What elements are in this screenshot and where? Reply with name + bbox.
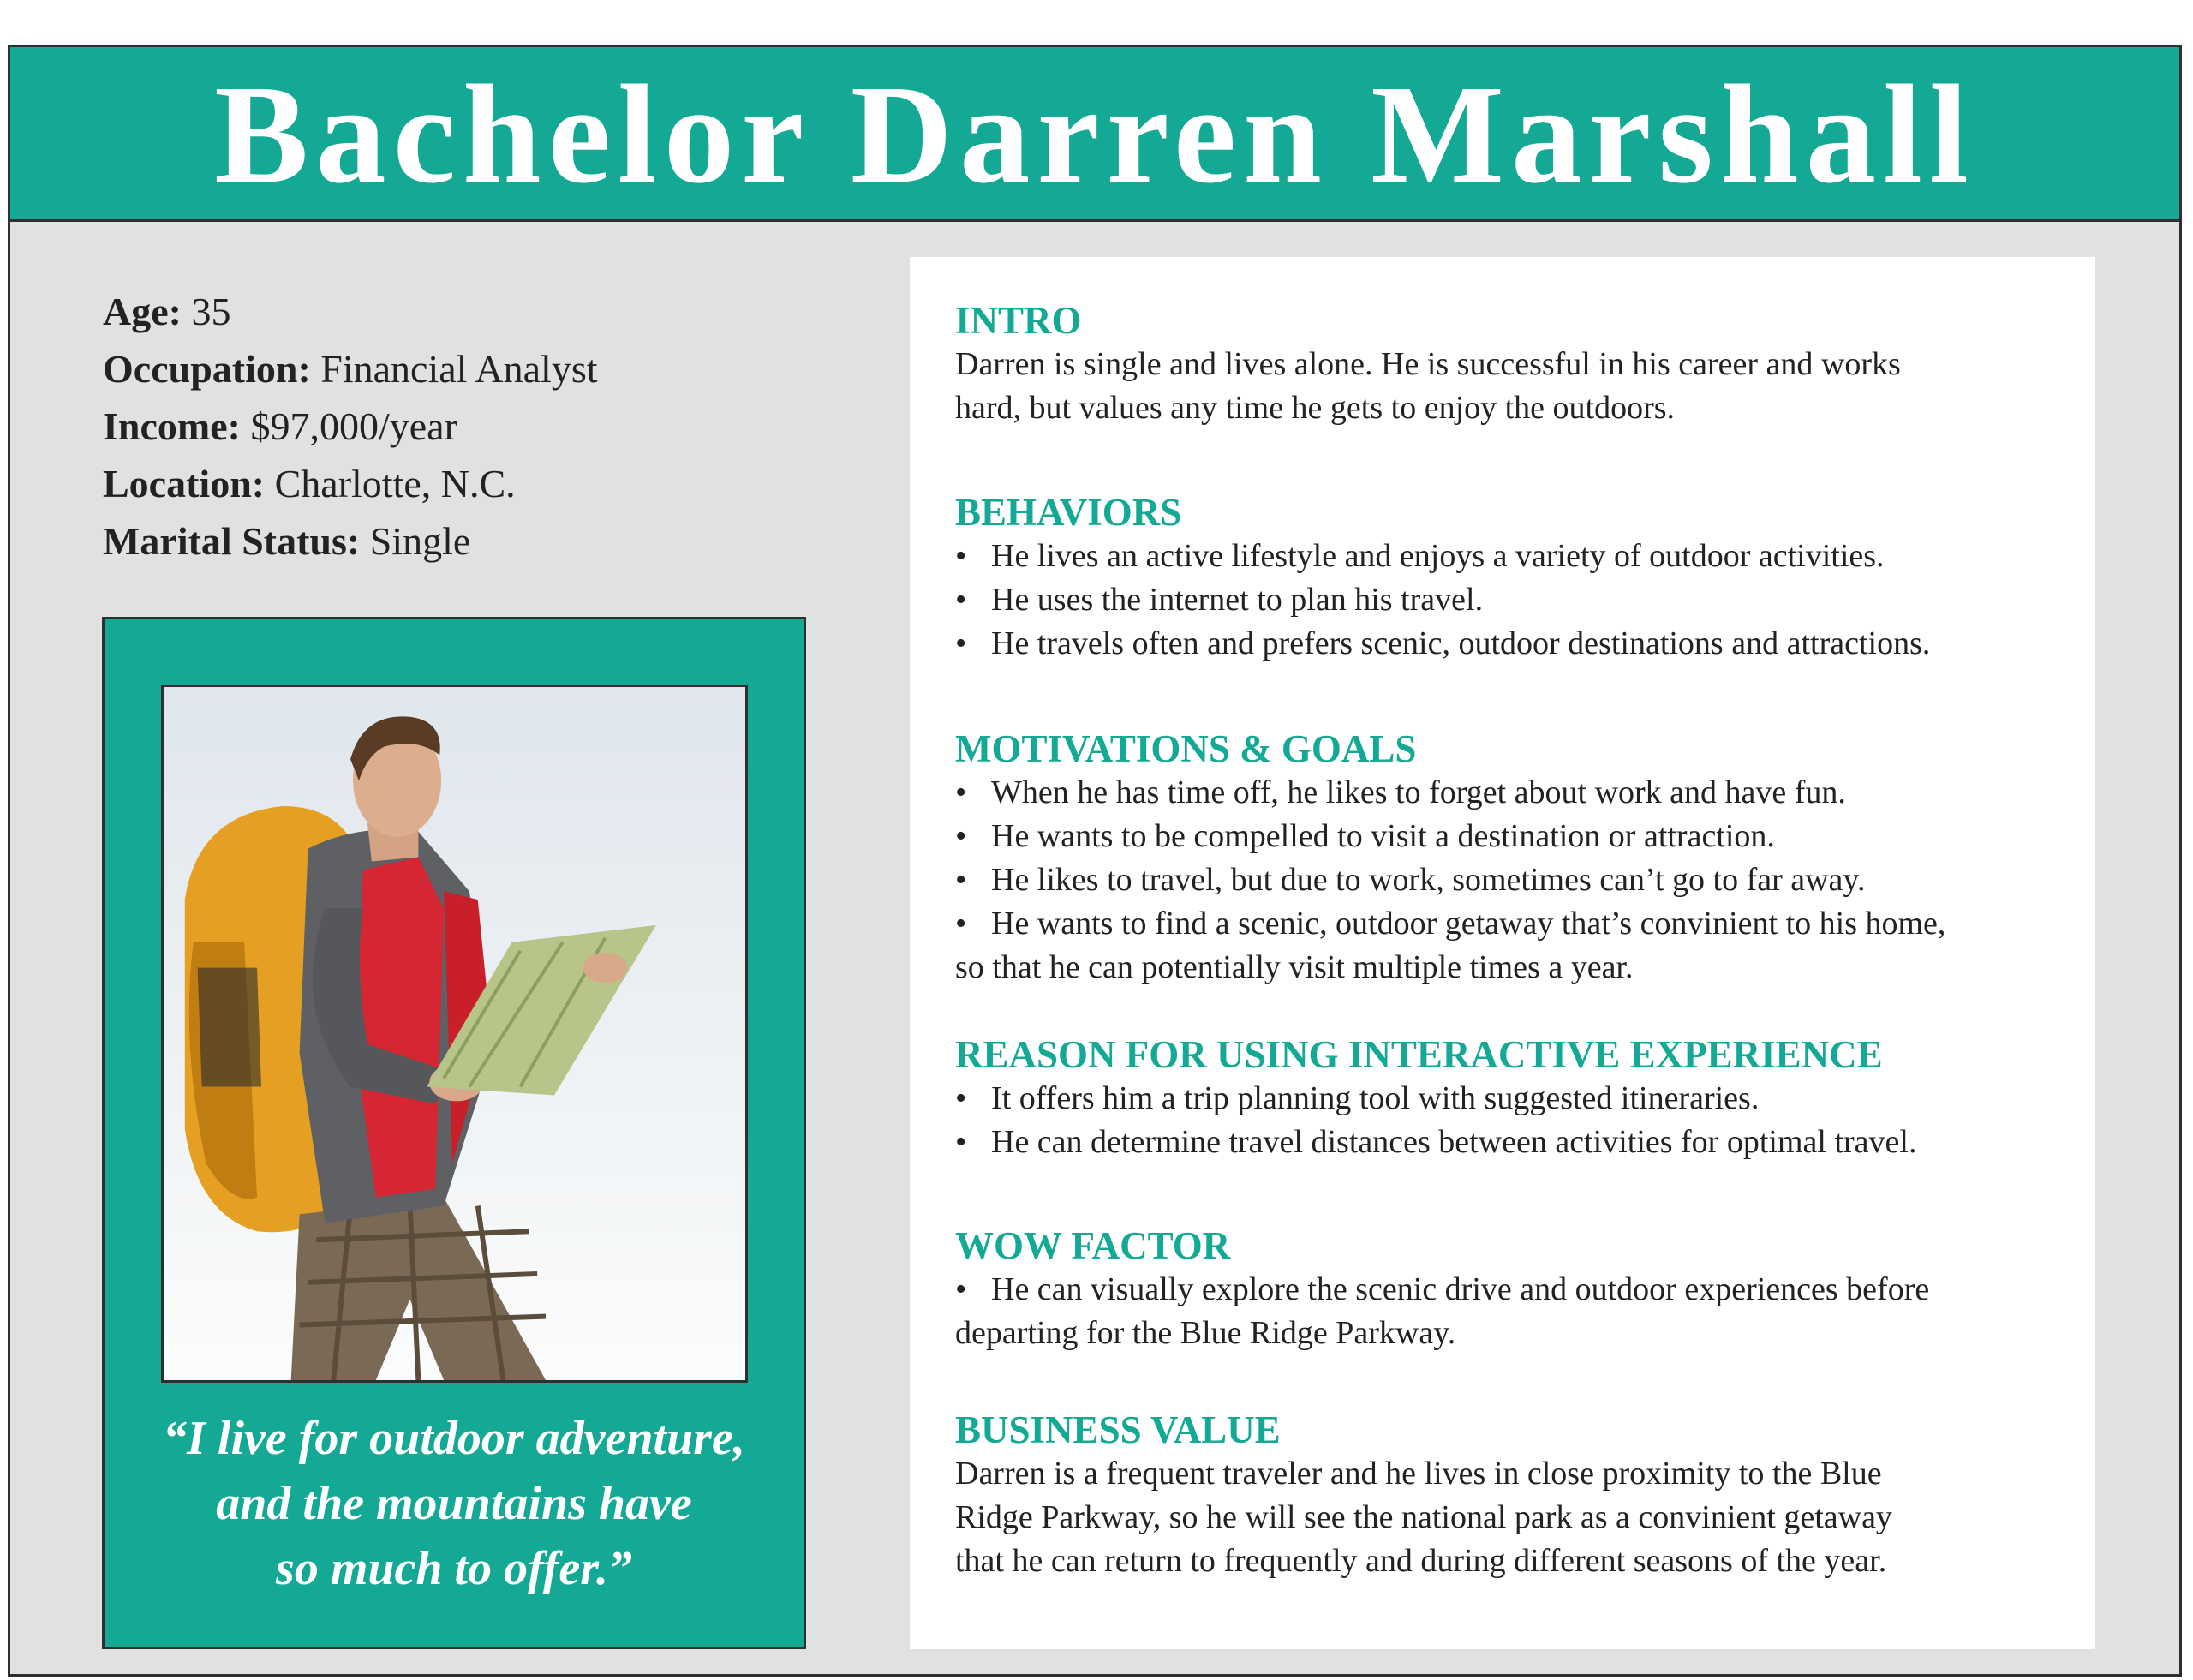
fact-income: Income: $97,000/year: [103, 404, 457, 448]
fact-location: Location: Charlotte, N.C.: [103, 462, 516, 505]
list-item: • He lives an active lifestyle and enjoys a variety of outdoor activities.: [955, 538, 1885, 574]
list-item: • He wants to find a scenic, outdoor getaway that’s convinient to his home,: [955, 906, 1946, 942]
list-item: • He uses the internet to plan his travel.: [955, 582, 1484, 618]
section-reason: [955, 1032, 2069, 1164]
page-title: Bachelor Darren Marshall: [214, 56, 1975, 212]
section-heading: WOW FACTOR: [955, 1224, 1231, 1267]
list-item: • He wants to be compelled to visit a destination or attraction.: [955, 818, 1775, 854]
details-panel: [910, 257, 2095, 1649]
photo-quote-panel: [102, 617, 806, 1649]
demographics-list: [103, 283, 598, 570]
section-wow-factor: WOW FACTOR • He can visually explore the scenic drive and outdoor experiences before departing for the Blue Ridge Parkway.: [955, 1223, 2069, 1355]
list-item: • When he has time off, he likes to forget about work and have fun.: [955, 774, 1846, 810]
list-item: • He can visually explore the scenic drive and outdoor experiences before: [955, 1271, 1930, 1307]
list-item: • He likes to travel, but due to work, sometimes can’t go to far away.: [955, 862, 1866, 898]
persona-card: [8, 45, 2182, 1677]
fact-age: Age: 35: [103, 290, 231, 333]
list-item: • He travels often and prefers scenic, outdoor destinations and attractions.: [955, 625, 1931, 661]
section-heading: BEHAVIORS: [955, 491, 1182, 534]
list-item: • He can determine travel distances between activities for optimal travel.: [955, 1124, 1917, 1160]
section-heading: INTRO: [955, 299, 1082, 342]
section-motivations-goals: MOTIVATIONS & GOALS • When he has time off, he likes to forget about work and have fun. • He wants to be compelled to visit a destination or attraction. • He likes to travel, but due to work, sometimes can’t go to far away. • He wants to find a scenic, outdoor getaway that’s convinient to his home, so that he can potentially visit multiple times a year.: [955, 726, 2069, 989]
section-intro: INTRO Darren is single and lives alone. He is successful in his career and works hard, but values any time he gets to enjoy the outdoors.: [955, 298, 2069, 430]
section-heading: REASON FOR USING INTERACTIVE EXPERIENCE: [955, 1033, 1883, 1076]
persona-quote: “I live for outdoor adventure, and the mountains have so much to offer.”: [163, 1412, 745, 1595]
section-business-value: BUSINESS VALUE Darren is a frequent traveler and he lives in close proximity to the Blue Ridge Parkway, so he will see the national park as a convinient getaway that he can return to frequently and during different seasons of the year.: [955, 1408, 2069, 1583]
fact-occupation: Occupation: Financial Analyst: [103, 347, 598, 391]
section-heading: MOTIVATIONS & GOALS: [955, 727, 1417, 770]
hiker-illustration: [164, 687, 745, 1380]
title-banner: [10, 47, 2179, 222]
hiker-photo: [161, 685, 748, 1383]
section-behaviors: [955, 490, 2069, 666]
list-item: • It offers him a trip planning tool with suggested itineraries.: [955, 1080, 1760, 1116]
section-heading: BUSINESS VALUE: [955, 1408, 1281, 1451]
fact-marital-status: Marital Status: Single: [103, 519, 471, 563]
